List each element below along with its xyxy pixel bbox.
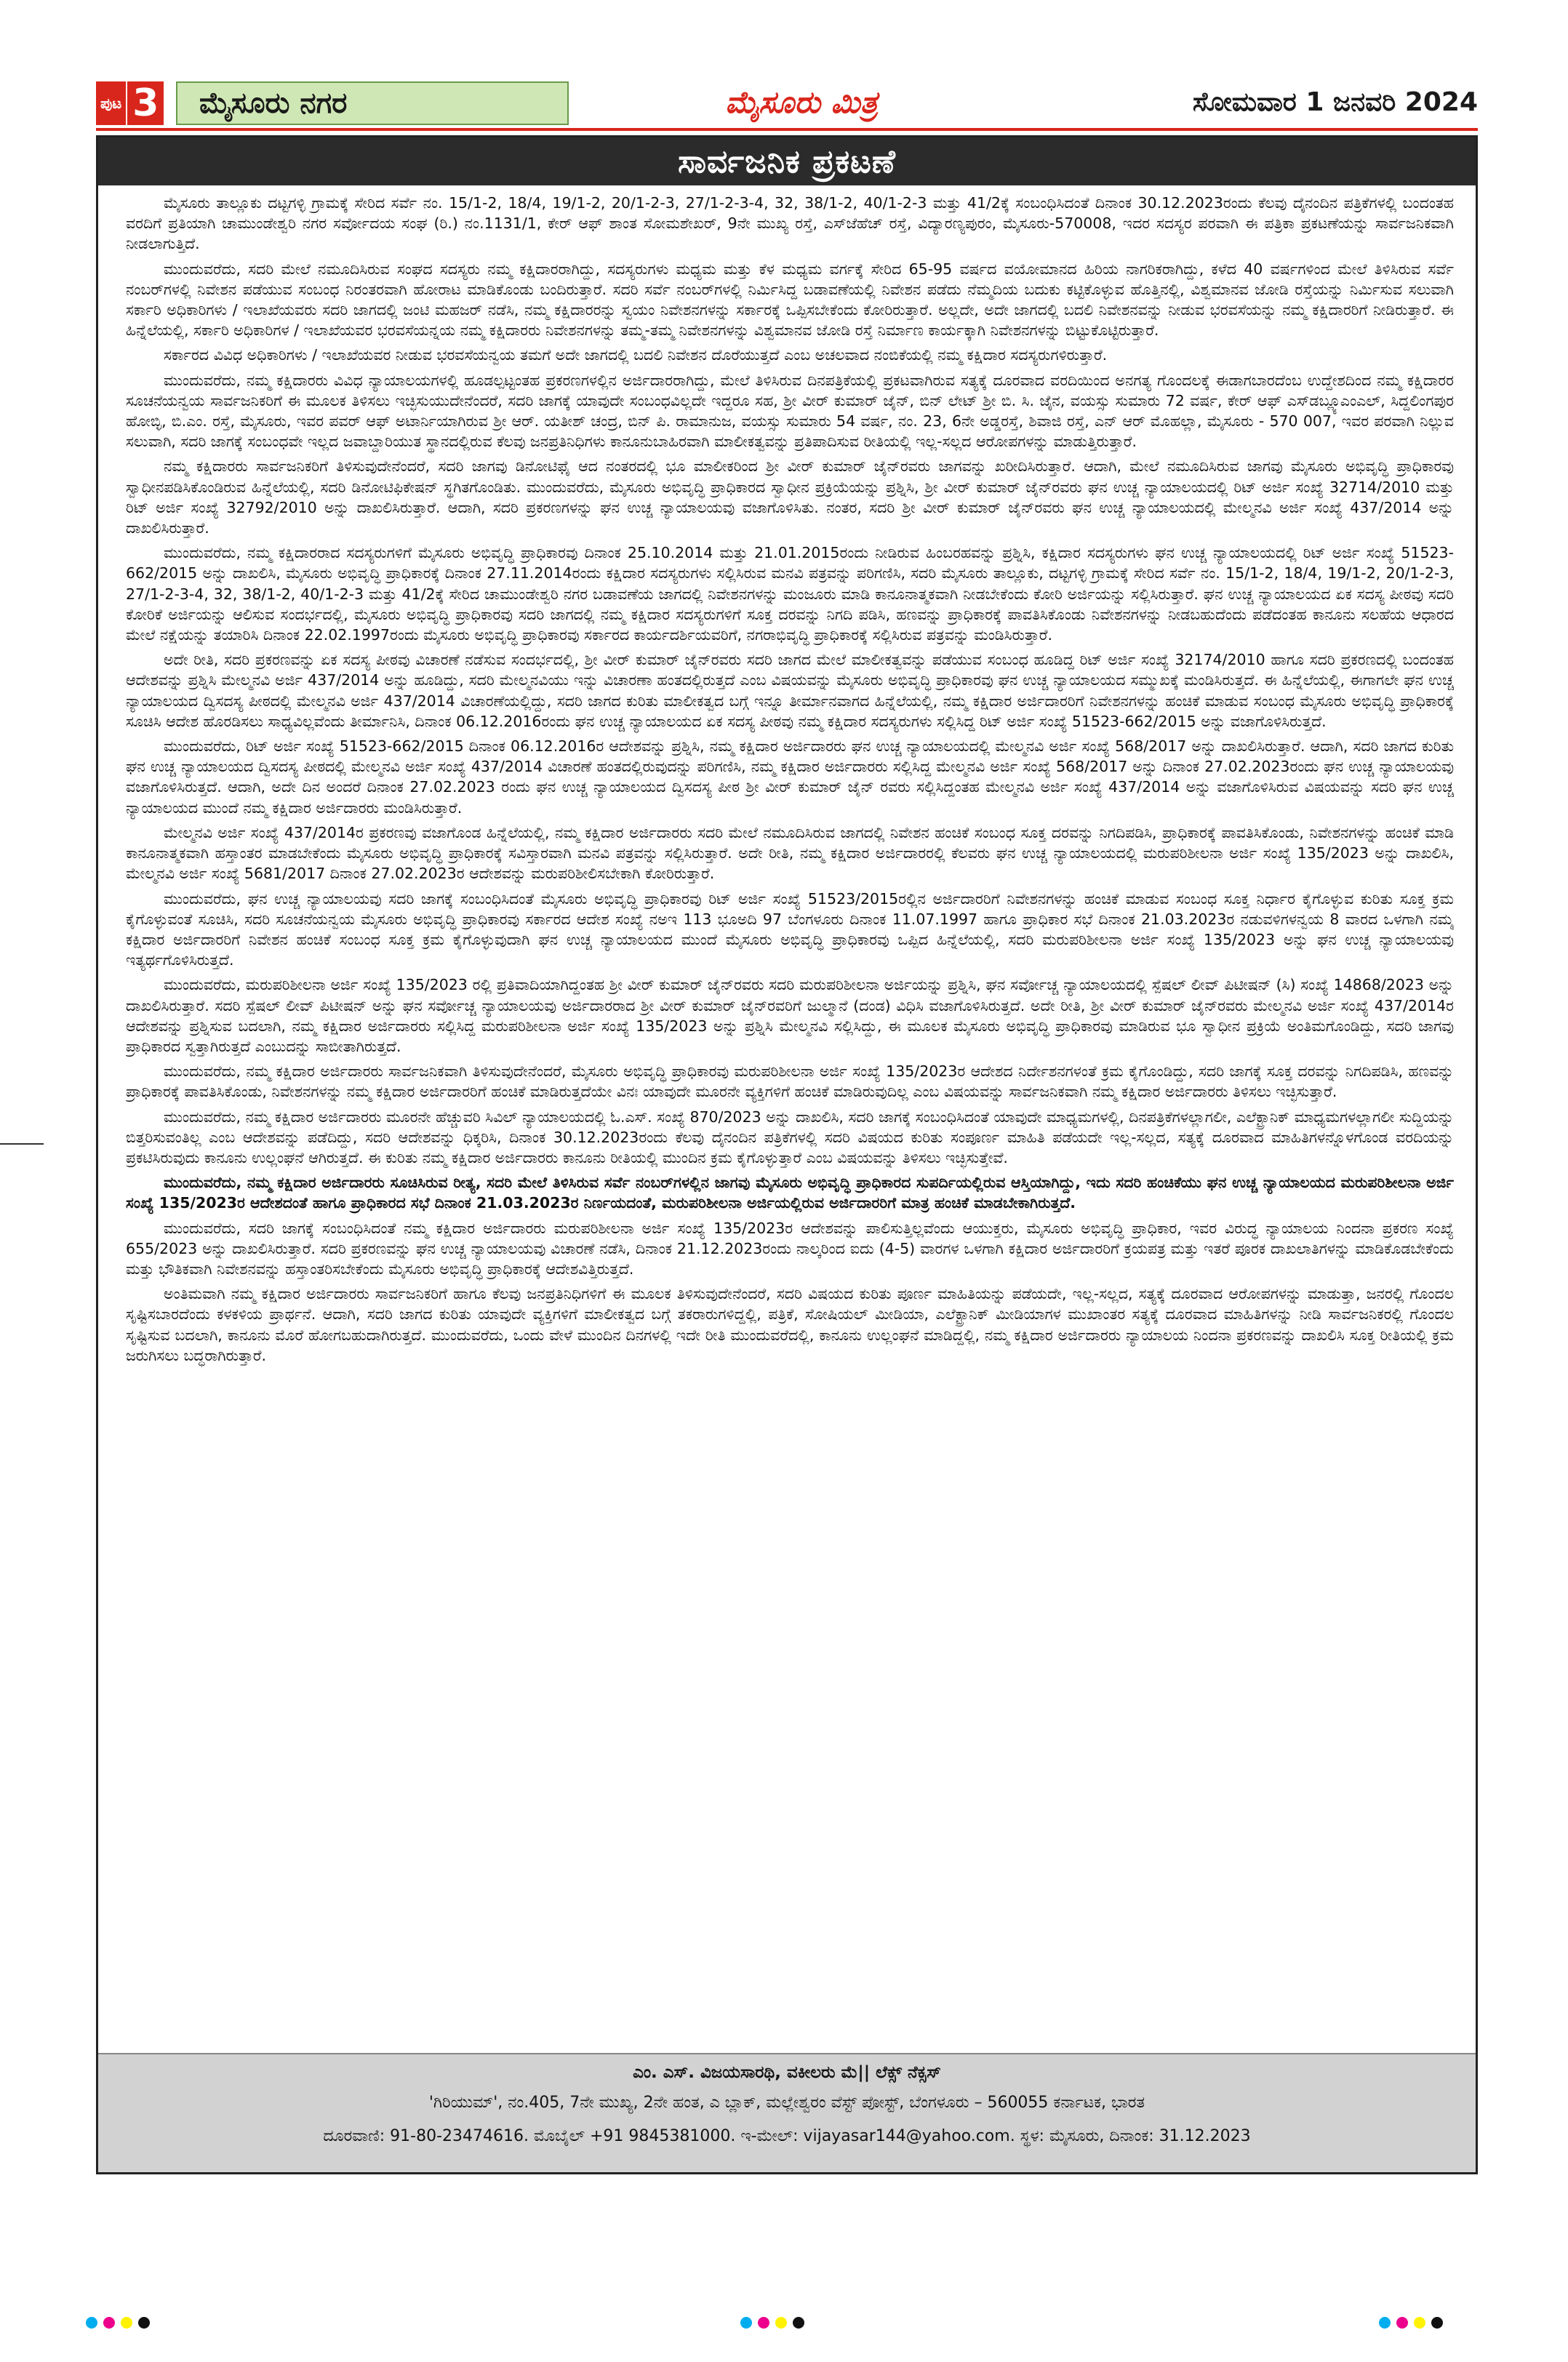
notice-bold-paragraph: ಮುಂದುವರೆದು, ನಮ್ಮ ಕಕ್ಷಿದಾರ ಅರ್ಜಿದಾರರು ಸೂಚಿಸಿರುವ ರೀತ್ಯ, ಸದರಿ ಮೇಲೆ ತಿಳಿಸಿರುವ ಸರ್ವೆ ನಂಬರ್‌ಗಳಲ್ಲಿನ ಜಾಗವು ಮೈಸೂರು ಅಭಿವೃದ್ಧಿ ಪ್ರಾಧಿಕಾರದ ಸುಪರ್ದಿಯಲ್ಲಿರುವ ಆಸ್ತಿಯಾಗಿದ್ದು, ಇದು ಸದರಿ ಹಂಚಿಕೆಯು ಘನ ಉಚ್ಚ ನ್ಯಾಯಾಲಯದ ಮರುಪರಿಶೀಲನಾ ಅರ್ಜಿ ಸಂಖ್ಯೆ 135/2023ರ ಆದೇಶದಂತೆ ಹಾಗೂ ಪ್ರಾಧಿಕಾರದ ಸಭೆ ದಿನಾಂಕ 21.03.2023ರ ನಿರ್ಣಯದಂತೆ, ಮರುಪರಿಶೀಲನಾ ಅರ್ಜಿಯಲ್ಲಿರುವ ಅರ್ಜಿದಾರರಿಗೆ ಮಾತ್ರ ಹಂಚಿಕೆ ಮಾಡಬೇಕಾಗಿರುತ್ತದೆ. [126, 1174, 1454, 1212]
notice-paragraph: ಮುಂದುವರೆದು, ಸದರಿ ಜಾಗಕ್ಕೆ ಸಂಬಂಧಿಸಿದಂತೆ ನಮ್ಮ ಕಕ್ಷಿದಾರ ಅರ್ಜಿದಾರರು ಮರುಪರಿಶೀಲನಾ ಅರ್ಜಿ ಸಂಖ್ಯೆ 135/2023ರ ಆದೇಶವನ್ನು ಪಾಲಿಸುತ್ತಿಲ್ಲವೆಂದು ಆಯುಕ್ತರು, ಮೈಸೂರು ಅಭಿವೃದ್ಧಿ ಪ್ರಾಧಿಕಾರ, ಇವರ ವಿರುದ್ಧ ನ್ಯಾಯಾಲಯ ನಿಂದನಾ ಪ್ರಕರಣ ಸಂಖ್ಯೆ 655/2023 ಅನ್ನು ದಾಖಲಿಸಿರುತ್ತಾರೆ. ಸದರಿ ಪ್ರಕರಣವನ್ನು ಘನ ಉಚ್ಚ ನ್ಯಾಯಾಲಯವು ವಿಚಾರಣೆ ನಡೆಸಿ, ದಿನಾಂಕ 21.12.2023ರಂದು ನಾಲ್ಕರಿಂದ ಐದು (4-5) ವಾರಗಳ ಒಳಗಾಗಿ ಕಕ್ಷಿದಾರ ಅರ್ಜಿದಾರರಿಗೆ ಕ್ರಯಪತ್ರ ಮತ್ತು ಇತರೆ ಪೂರಕ ದಾಖಲಾತಿಗಳನ್ನು ಮಾಡಿಕೊಡಬೇಕೆಂದು ಮತ್ತು ಭೌತಿಕವಾಗಿ ನಿವೇಶನವನ್ನು ಹಸ್ತಾಂತರಿಸಬೇಕೆಂದು ಮೈಸೂರು ಅಭಿವೃದ್ಧಿ ಪ್ರಾಧಿಕಾರಕ್ಕೆ ಆದೇಶವಿತ್ತಿರುತ್ತದೆ. [126, 1219, 1454, 1278]
notice-paragraph: ಮೇಲ್ಮನವಿ ಅರ್ಜಿ ಸಂಖ್ಯೆ 437/2014ರ ಪ್ರಕರಣವು ವಜಾಗೊಂಡ ಹಿನ್ನೆಲೆಯಲ್ಲಿ, ನಮ್ಮ ಕಕ್ಷಿದಾರ ಅರ್ಜಿದಾರರು ಸದರಿ ಮೇಲೆ ನಮೂದಿಸಿರುವ ಜಾಗದಲ್ಲಿ ನಿವೇಶನ ಹಂಚಿಕೆ ಸಂಬಂಧ ಸೂಕ್ತ ದರವನ್ನು ನಿಗದಿಪಡಿಸಿ, ಪ್ರಾಧಿಕಾರಕ್ಕೆ ಪಾವತಿಸಿಕೊಂಡು, ನಿವೇಶನಗಳನ್ನು ಹಂಚಿಕೆ ಮಾಡಿ ಕಾನೂನಾತ್ಮಕವಾಗಿ ಹಸ್ತಾಂತರ ಮಾಡಬೇಕೆಂದು ಮೈಸೂರು ಅಭಿವೃದ್ಧಿ ಪ್ರಾಧಿಕಾರಕ್ಕೆ ಸವಿಸ್ತಾರವಾಗಿ ಮನವಿ ಪತ್ರವನ್ನು ಸಲ್ಲಿಸಿರುತ್ತಾರೆ. ಅದೇ ರೀತಿ, ನಮ್ಮ ಕಕ್ಷಿದಾರ ಅರ್ಜಿದಾರರಲ್ಲಿ ಕೆಲವರು ಘನ ಉಚ್ಚ ನ್ಯಾಯಾಲಯದಲ್ಲಿ ಮರುಪರಿಶೀಲನಾ ಅರ್ಜಿ ಸಂಖ್ಯೆ 135/2023 ಅನ್ನು ದಾಖಲಿಸಿ, ಮೇಲ್ಮನವಿ ಅರ್ಜಿ ಸಂಖ್ಯೆ 5681/2017 ದಿನಾಂಕ 27.02.2023ರ ಆದೇಶವನ್ನು ಮರುಪರಿಶೀಲಿಸಬೇಕಾಗಿ ಕೋರಿರುತ್ತಾರೆ. [126, 823, 1454, 883]
notice-paragraph: ಮುಂದುವರೆದು, ರಿಟ್ ಅರ್ಜಿ ಸಂಖ್ಯೆ 51523-662/2015 ದಿನಾಂಕ 06.12.2016ರ ಆದೇಶವನ್ನು ಪ್ರಶ್ನಿಸಿ, ನಮ್ಮ ಕಕ್ಷಿದಾರ ಅರ್ಜಿದಾರರು ಘನ ಉಚ್ಚ ನ್ಯಾಯಾಲಯದಲ್ಲಿ ಮೇಲ್ಮನವಿ ಅರ್ಜಿ ಸಂಖ್ಯೆ 568/2017 ಅನ್ನು ದಾಖಲಿಸಿರುತ್ತಾರೆ. ಆದಾಗಿ, ಸದರಿ ಜಾಗದ ಕುರಿತು ಘನ ಉಚ್ಚ ನ್ಯಾಯಾಲಯದ ದ್ವಿಸದಸ್ಯ ಪೀಠದಲ್ಲಿ ಮೇಲ್ಮನವಿ ಅರ್ಜಿ ಸಂಖ್ಯೆ 437/2014 ವಿಚಾರಣೆ ಹಂತದಲ್ಲಿರುವುದನ್ನು ಪರಿಗಣಿಸಿ, ನಮ್ಮ ಕಕ್ಷಿದಾರ ಅರ್ಜಿದಾರರು ಸಲ್ಲಿಸಿದ್ದ ಮೇಲ್ಮನವಿ ಅರ್ಜಿ ಸಂಖ್ಯೆ 568/2017 ಅನ್ನು ದಿನಾಂಕ 27.02.2023ರಂದು ಘನ ಉಚ್ಚ ನ್ಯಾಯಾಲಯವು ವಜಾಗೊಳಿಸಿರುತ್ತದೆ. ಆದಾಗಿ, ಅದೇ ದಿನ ಅಂದರೆ ದಿನಾಂಕ 27.02.2023 ರಂದು ಘನ ಉಚ್ಚ ನ್ಯಾಯಾಲಯದ ದ್ವಿಸದಸ್ಯ ಪೀಠ ಶ್ರೀ ವೀರ್ ಕುಮಾರ್ ಜೈನ್ ರವರು ಸಲ್ಲಿಸಿದ್ದಂತಹ ಮೇಲ್ಮನವಿ ಅರ್ಜಿ ಸಂಖ್ಯೆ 437/2014 ಅನ್ನು ವಜಾಗೊಳಿಸಿರುವ ವಿಷಯವನ್ನು ಸದರಿ ಘನ ಉಚ್ಚ ನ್ಯಾಯಾಲಯದ ಮುಂದೆ ನಮ್ಮ ಕಕ್ಷಿದಾರ ಅರ್ಜಿದಾರರು ಮಂಡಿಸಿರುತ್ತಾರೆ. [126, 737, 1454, 817]
page-tag [96, 81, 164, 125]
notice-paragraph: ಮುಂದುವರೆದು, ನಮ್ಮ ಕಕ್ಷಿದಾರರಾದ ಸದಸ್ಯರುಗಳಿಗೆ ಮೈಸೂರು ಅಭಿವೃದ್ಧಿ ಪ್ರಾಧಿಕಾರವು ದಿನಾಂಕ 25.10.2014 ಮತ್ತು 21.01.2015ರಂದು ನೀಡಿರುವ ಹಿಂಬರಹವನ್ನು ಪ್ರಶ್ನಿಸಿ, ಕಕ್ಷಿದಾರ ಸದಸ್ಯರುಗಳು ಘನ ಉಚ್ಚ ನ್ಯಾಯಾಲಯದಲ್ಲಿ ರಿಟ್ ಅರ್ಜಿ ಸಂಖ್ಯೆ 51523-662/2015 ಅನ್ನು ದಾಖಲಿಸಿ, ಮೈಸೂರು ಅಭಿವೃದ್ಧಿ ಪ್ರಾಧಿಕಾರಕ್ಕೆ ದಿನಾಂಕ 27.11.2014ರಂದು ಕಕ್ಷಿದಾರ ಸದಸ್ಯರುಗಳು ಸಲ್ಲಿಸಿರುವ ಮನವಿ ಪತ್ರವನ್ನು ಪರಿಗಣಿಸಿ, ಸದರಿ ಮೈಸೂರು ತಾಲ್ಲೂಕು, ದಟ್ಟಗಳ್ಳಿ ಗ್ರಾಮಕ್ಕೆ ಸೇರಿದ ಸರ್ವೆ ನಂ. 15/1-2, 18/4, 19/1-2, 20/1-2-3, 27/1-2-3-4, 32, 38/1-2, 40/1-2-3 ಮತ್ತು 41/2ಕ್ಕೆ ಸೇರಿದ ಚಾಮುಂಡೇಶ್ವರಿ ನಗರ ಬಡಾವಣೆಯ ಜಾಗದಲ್ಲಿ ನಿವೇಶನಗಳನ್ನು ಮಂಜೂರು ಮಾಡಿ ಕಾನೂನಾತ್ಮಕವಾಗಿ ನೀಡಬೇಕೆಂದು ಕೋರಿ ಅರ್ಜಿಯನ್ನು ಸಲ್ಲಿಸಿರುತ್ತಾರೆ. ಘನ ಉಚ್ಚ ನ್ಯಾಯಾಲಯದ ಏಕ ಸದಸ್ಯ ಪೀಠವು ಸದರಿ ಕೋರಿಕೆ ಅರ್ಜಿಯನ್ನು ಆಲಿಸುವ ಸಂದರ್ಭದಲ್ಲಿ, ಮೈಸೂರು ಅಭಿವೃದ್ಧಿ ಪ್ರಾಧಿಕಾರವು ಸದರಿ ಜಾಗದಲ್ಲಿ ನಮ್ಮ ಕಕ್ಷಿದಾರ ಸದಸ್ಯರುಗಳಿಗೆ ಸೂಕ್ತ ದರವನ್ನು ನಿಗದಿ ಪಡಿಸಿ, ಹಣವನ್ನು ಪ್ರಾಧಿಕಾರಕ್ಕೆ ಪಾವತಿಸಿಕೊಂಡು ನಿವೇಶನಗಳನ್ನು ನೀಡಬಹುದೆಂದು ಪಡೆದಂತಹ ಕಾನೂನು ಸಲಹೆಯ ಆಧಾರದ ಮೇಲೆ ನಕ್ಷೆಯನ್ನು ತಯಾರಿಸಿ ದಿನಾಂಕ 22.02.1997ರಂದು ಮೈಸೂರು ಅಭಿವೃದ್ಧಿ ಪ್ರಾಧಿಕಾರವು ಸರ್ಕಾರದ ಕಾರ್ಯದರ್ಶಿಯವರಿಗೆ, ನಗರಾಭಿವೃದ್ಧಿ ಪ್ರಾಧಿಕಾರಕ್ಕೆ ಸಲ್ಲಿಸಿರುವ ಪತ್ರವನ್ನು ಮಂಡಿಸಿರುತ್ತಾರೆ. [126, 544, 1454, 644]
cyan-dot [1379, 2317, 1391, 2329]
notice-paragraph: ಮುಂದುವರೆದು, ಸದರಿ ಮೇಲೆ ನಮೂದಿಸಿರುವ ಸಂಘದ ಸದಸ್ಯರು ನಮ್ಮ ಕಕ್ಷಿದಾರರಾಗಿದ್ದು, ಸದಸ್ಯರುಗಳು ಮಧ್ಯಮ ಮತ್ತು ಕೆಳ ಮಧ್ಯಮ ವರ್ಗಕ್ಕೆ ಸೇರಿದ 65-95 ವರ್ಷದ ವಯೋಮಾನದ ಹಿರಿಯ ನಾಗರಿಕರಾಗಿದ್ದು, ಕಳೆದ 40 ವರ್ಷಗಳಿಂದ ಮೇಲೆ ತಿಳಿಸಿರುವ ಸರ್ವೆ ನಂಬರ್‌ಗಳಲ್ಲಿ ನಿವೇಶನ ಪಡೆಯುವ ಸಂಬಂಧ ನಿರಂತರವಾಗಿ ಹೋರಾಟ ಮಾಡಿಕೊಂಡು ಬಂದಿರುತ್ತಾರೆ. ಸದರಿ ಸರ್ವೆ ನಂಬರ್‌ಗಳಲ್ಲಿ ನಿರ್ಮಿಸಿದ್ದ ಬಡಾವಣೆಯಲ್ಲಿ ನಿವೇಶನ ಪಡೆದು ನೆಮ್ಮದಿಯ ಬದುಕು ಕಟ್ಟಿಕೊಳ್ಳುವ ಹೊತ್ತಿನಲ್ಲಿ, ವಿಶ್ವಮಾನವ ಜೋಡಿ ರಸ್ತೆಯನ್ನು ನಿರ್ಮಿಸುವ ಸಲುವಾಗಿ ಸರ್ಕಾರಿ ಅಧಿಕಾರಿಗಳು / ಇಲಾಖೆಯವರು ಸದರಿ ಜಾಗದಲ್ಲಿ ಜಂಟಿ ಮಹಜರ್ ನಡೆಸಿ, ನಮ್ಮ ಕಕ್ಷಿದಾರರನ್ನು ಸ್ವಯಂ ನಿವೇಶನಗಳನ್ನು ಸರ್ಕಾರಕ್ಕೆ ಒಪ್ಪಿಸಬೇಕೆಂದು ಕೋರಿರುತ್ತಾರೆ. ಅಲ್ಲದೇ, ಅದೇ ಜಾಗದಲ್ಲಿ ಬದಲಿ ನಿವೇಶನವನ್ನು ನೀಡುವ ಭರವಸೆಯನ್ನು ನಮ್ಮ ಕಕ್ಷಿದಾರರಿಗೆ ನೀಡಿರುತ್ತಾರೆ. ಈ ಹಿನ್ನೆಲೆಯಲ್ಲಿ, ಸರ್ಕಾರಿ ಅಧಿಕಾರಿಗಳ / ಇಲಾಖೆಯವರ ಭರವಸೆಯನ್ನಯ ನಮ್ಮ ಕಕ್ಷಿದಾರರು ನಿವೇಶನಗಳನ್ನು ತಮ್ಮ-ತಮ್ಮ ನಿವೇಶನಗಳನ್ನು ವಿಶ್ವಮಾನವ ಜೋಡಿ ರಸ್ತೆ ನಿರ್ಮಾಣ ಕಾರ್ಯಕ್ಕಾಗಿ ನಿವೇಶನಗಳನ್ನು ಬಿಟ್ಟುಕೊಟ್ಟಿರುತ್ತಾರೆ. [126, 260, 1454, 340]
notice-paragraph: ಸರ್ಕಾರದ ವಿವಿಧ ಅಧಿಕಾರಿಗಳು / ಇಲಾಖೆಯವರ ನೀಡುವ ಭರವಸೆಯನ್ವಯ ತಮಗೆ ಅದೇ ಜಾಗದಲ್ಲಿ ಬದಲಿ ನಿವೇಶನ ದೊರೆಯುತ್ತದೆ ಎಂಬ ಅಚಲವಾದ ನಂಬಿಕೆಯಲ್ಲಿ ನಮ್ಮ ಕಕ್ಷಿದಾರ ಸದಸ್ಯರುಗಳಿರುತ್ತಾರೆ. [164, 346, 1108, 364]
notice-title-bar [98, 137, 1476, 185]
color-registration-left [86, 2317, 150, 2329]
issue-date: ಸೋಮವಾರ 1 ಜನವರಿ 2024 [1192, 87, 1478, 117]
notice-body [126, 193, 1454, 2025]
notice-paragraph: ನಮ್ಮ ಕಕ್ಷಿದಾರರು ಸಾರ್ವಜನಿಕರಿಗೆ ತಿಳಿಸುವುದೇನೆಂದರೆ, ಸದರಿ ಜಾಗವು ಡಿನೋಟಿಫೈ ಆದ ನಂತರದಲ್ಲಿ ಭೂ ಮಾಲೀಕರಿಂದ ಶ್ರೀ ವೀರ್ ಕುಮಾರ್ ಜೈನ್‌ರವರು ಜಾಗವನ್ನು ಖರೀದಿಸಿರುತ್ತಾರೆ. ಆದಾಗಿ, ಮೇಲೆ ನಮೂದಿಸಿರುವ ಜಾಗವು ಮೈಸೂರು ಅಭಿವೃದ್ಧಿ ಪ್ರಾಧಿಕಾರವು ಸ್ವಾಧೀನಪಡಿಸಿಕೊಂಡಿರುವ ಹಿನ್ನೆಲೆಯಲ್ಲಿ, ಸದರಿ ಡಿನೋಟಿಫಿಕೇಷನ್ ಸ್ಥಗಿತಗೊಂಡಿತು. ಮುಂದುವರೆದು, ಮೈಸೂರು ಅಭಿವೃದ್ಧಿ ಪ್ರಾಧಿಕಾರದ ಸ್ವಾಧೀನ ಪ್ರಕ್ರಿಯೆಯನ್ನು ಪ್ರಶ್ನಿಸಿ, ಶ್ರೀ ವೀರ್ ಕುಮಾರ್ ಜೈನ್‌ರವರು ಘನ ಉಚ್ಚ ನ್ಯಾಯಾಲಯದಲ್ಲಿ ರಿಟ್ ಅರ್ಜಿ ಸಂಖ್ಯೆ 32714/2010 ಮತ್ತು ರಿಟ್ ಅರ್ಜಿ ಸಂಖ್ಯೆ 32792/2010 ಅನ್ನು ದಾಖಲಿಸಿರುತ್ತಾರೆ. ಆದಾಗಿ, ಸದರಿ ಪ್ರಕರಣಗಳನ್ನು ಘನ ಉಚ್ಚ ನ್ಯಾಯಾಲಯವು ವಜಾಗೊಳಿಸಿತು. ನಂತರ, ಸದರಿ ಶ್ರೀ ವೀರ್ ಕುಮಾರ್ ಜೈನ್‌ರವರು ಘನ ಉಚ್ಚ ನ್ಯಾಯಾಲಯದಲ್ಲಿ ಮೇಲ್ಮನವಿ ಅರ್ಜಿ ಸಂಖ್ಯೆ 437/2014 ಅನ್ನು ದಾಖಲಿಸಿರುತ್ತಾರೆ. [126, 457, 1454, 537]
notice-paragraph: ಮುಂದುವರೆದು, ನಮ್ಮ ಕಕ್ಷಿದಾರರು ವಿವಿಧ ನ್ಯಾಯಾಲಯಗಳಲ್ಲಿ ಹೂಡಲ್ಪಟ್ಟಂತಹ ಪ್ರಕರಣಗಳಲ್ಲಿನ ಅರ್ಜಿದಾರರಾಗಿದ್ದು, ಮೇಲೆ ತಿಳಿಸಿರುವ ದಿನಪತ್ರಿಕೆಯಲ್ಲಿ ಪ್ರಕಟವಾಗಿರುವ ಸತ್ಯಕ್ಕೆ ದೂರವಾದ ವರದಿಯಿಂದ ಅನಗತ್ಯ ಗೊಂದಲಕ್ಕೆ ಈಡಾಗಬಾರದೆಂಬ ಉದ್ದೇಶದಿಂದ ನಮ್ಮ ಕಕ್ಷಿದಾರರ ಸೂಚನೆಯನ್ವಯ ಸಾರ್ವಜನಿಕರಿಗೆ ಈ ಮೂಲಕ ತಿಳಿಸಲು ಇಚ್ಛಿಸುಯುದೇನೆಂದರೆ, ಸದರಿ ಜಾಗಕ್ಕೆ ಯಾವುದೇ ಸಂಬಂಧವಿಲ್ಲದೇ ಇದ್ದರೂ ಸಹ, ಶ್ರೀ ವೀರ್ ಕುಮಾರ್ ಜೈನ್, ಬಿನ್ ಲೇಟ್ ಶ್ರೀ ಬಿ. ಸಿ. ಜೈನ, ವಯಸ್ಸು ಸುಮಾರು 72 ವರ್ಷ, ಕೇರ್ ಆಫ್ ಎಸ್‌ಡಬ್ಲ್ಯೂಎಂಎಲ್, ಸಿದ್ದಲಿಂಗಪುರ ಹೋಬ್ಳಿ, ಬಿ.ಎಂ. ರಸ್ತೆ, ಮೈಸೂರು, ಇವರ ಪವರ್ ಆಫ್ ಅಟಾರ್ನಿಯಾಗಿರುವ ಶ್ರೀ ಆರ್. ಯತೀಶ್ ಚಂದ್ರ, ಬಿನ್ ಪಿ. ರಾಮಾನುಜ, ವಯಸ್ಸು ಸುಮಾರು 54 ವರ್ಷ, ನಂ. 23, 6ನೇ ಅಡ್ಡರಸ್ತೆ, ಶಿವಾಜಿ ರಸ್ತೆ, ಎನ್ ಆರ್ ಮೊಹಲ್ಲಾ, ಮೈಸೂರು - 570 007, ಇವರ ಪರವಾಗಿ ನಿಲ್ಲುವ ಸಲುವಾಗಿ, ಸದರಿ ಜಾಗಕ್ಕೆ ಸಂಬಂಧವೇ ಇಲ್ಲದ ಜವಾಬ್ದಾರಿಯುತ ಸ್ಥಾನದಲ್ಲಿರುವ ಕೆಲವು ಜನಪ್ರತಿನಿಧಿಗಳು ಕಾನೂನುಬಾಹಿರವಾಗಿ ಮಾಲೀಕತ್ವವನ್ನು ಪ್ರತಿಪಾದಿಸುವ ರೀತಿಯಲ್ಲಿ ಇಲ್ಲ-ಸಲ್ಲದ ಆರೋಪಗಳನ್ನು ಮಾಡುತ್ತಿರುತ್ತಾರೆ. [126, 371, 1454, 451]
color-registration-center [740, 2317, 804, 2329]
advocate-contact: ದೂರವಾಣಿ: 91-80-23474616. ಮೊಬೈಲ್ +91 9845381000. ಇ-ಮೇಲ್: vijayasar144@yahoo.com. ಸ್ಥಳ: ಮೈಸೂರು, ದಿನಾಂಕ: 31.12.2023 [323, 2127, 1251, 2145]
yellow-dot [121, 2317, 132, 2329]
notice-paragraph: ಅದೇ ರೀತಿ, ಸದರಿ ಪ್ರಕರಣವನ್ನು ಏಕ ಸದಸ್ಯ ಪೀಠವು ವಿಚಾರಣೆ ನಡೆಸುವ ಸಂದರ್ಭದಲ್ಲಿ, ಶ್ರೀ ವೀರ್ ಕುಮಾರ್ ಜೈನ್‌ರವರು ಸದರಿ ಜಾಗದ ಮೇಲೆ ಮಾಲೀಕತ್ವವನ್ನು ಪಡೆಯುವ ಸಂಬಂಧ ಹೂಡಿದ್ದ ರಿಟ್ ಅರ್ಜಿ ಸಂಖ್ಯೆ 32174/2010 ಹಾಗೂ ಸದರಿ ಪ್ರಕರಣದಲ್ಲಿ ಬಂದಂತಹ ಆದೇಶವನ್ನು ಪ್ರಶ್ನಿಸಿ ಮೇಲ್ಮನವಿ ಅರ್ಜಿ 437/2014 ಅನ್ನು ಹೂಡಿದ್ದು, ಸದರಿ ಮೇಲ್ಮನವಿಯು ಇನ್ನು ವಿಚಾರಣಾ ಹಂತದಲ್ಲಿರುತ್ತದೆ ಎಂಬ ವಿಷಯವನ್ನು ಮೈಸೂರು ಅಭಿವೃದ್ಧಿ ಪ್ರಾಧಿಕಾರವು ಘನ ಉಚ್ಚ ನ್ಯಾಯಾಲಯದ ಸಮ್ಮುಖಕ್ಕೆ ಮಂಡಿಸಿರುತ್ತದೆ. ಈ ಹಿನ್ನೆಲೆಯಲ್ಲಿ, ಈಗಾಗಲೇ ಘನ ಉಚ್ಚ ನ್ಯಾಯಾಲಯದ ದ್ವಿಸದಸ್ಯ ಪೀಠದಲ್ಲಿ ಮೇಲ್ಮನವಿ ಅರ್ಜಿ 437/2014 ವಿಚಾರಣೆಯಲ್ಲಿದ್ದು, ಸದರಿ ಜಾಗದ ಕುರಿತು ಮಾಲೀಕತ್ವದ ಬಗ್ಗೆ ಇನ್ನೂ ತೀರ್ಮಾನವಾಗದ ಹಿನ್ನೆಲೆಯಲ್ಲಿ, ನಮ್ಮ ಕಕ್ಷಿದಾರ ಅರ್ಜಿದಾರರಿಗೆ ನಿವೇಶನಗಳನ್ನು ಹಂಚಿಕೆ ಮಾಡುವ ಸಂಬಂಧ ಮೈಸೂರು ಅಭಿವೃದ್ಧಿ ಪ್ರಾಧಿಕಾರಕ್ಕೆ ಸೂಚಿಸಿ ಆದೇಶ ಹೊರಡಿಸಲು ಸಾಧ್ಯವಿಲ್ಲವೆಂದು ತೀರ್ಮಾನಿಸಿ, ದಿನಾಂಕ 06.12.2016ರಂದು ಘನ ಉಚ್ಚ ನ್ಯಾಯಾಲಯದ ಏಕ ಸದಸ್ಯ ಪೀಠವು ನಮ್ಮ ಕಕ್ಷಿದಾರ ಸದಸ್ಯರುಗಳು ಸಲ್ಲಿಸಿದ್ದ ರಿಟ್ ಅರ್ಜಿ ಸಂಖ್ಯೆ 51523-662/2015 ಅನ್ನು ವಜಾಗೊಳಿಸಿರುತ್ತದೆ. [126, 651, 1454, 730]
cyan-dot [86, 2317, 97, 2329]
section-name: ಮೈಸೂರು ನಗರ [176, 81, 569, 125]
signature-block [98, 2053, 1476, 2172]
magenta-dot [1396, 2317, 1408, 2329]
masthead-rule [96, 128, 1478, 131]
magenta-dot [758, 2317, 769, 2329]
notice-title: ಸಾರ್ವಜನಿಕ ಪ್ರಕಟಣೆ [678, 143, 896, 180]
crop-mark [0, 1143, 44, 1145]
newspaper-logo: ಮೈಸೂರು ಮಿತ್ರ [725, 84, 878, 120]
black-dot [138, 2317, 150, 2329]
masthead [96, 81, 1478, 127]
yellow-dot [775, 2317, 787, 2329]
page-number: 3 [126, 81, 164, 125]
notice-paragraph: ಮುಂದುವರೆದು, ನಮ್ಮ ಕಕ್ಷಿದಾರ ಅರ್ಜಿದಾರರು ಮೂರನೇ ಹೆಚ್ಚುವರಿ ಸಿವಿಲ್ ನ್ಯಾಯಾಲಯದಲ್ಲಿ ಓ.ಎಸ್. ಸಂಖ್ಯೆ 870/2023 ಅನ್ನು ದಾಖಲಿಸಿ, ಸದರಿ ಜಾಗಕ್ಕೆ ಸಂಬಂಧಿಸಿದಂತೆ ಯಾವುದೇ ಮಾಧ್ಯಮಗಳಲ್ಲಿ, ದಿನಪತ್ರಿಕೆಗಳಲ್ಲಾಗಲೀ, ಎಲೆಕ್ಟ್ರಾನಿಕ್ ಮಾಧ್ಯಮಗಳಲ್ಲಾಗಲೀ ಸುದ್ದಿಯನ್ನು ಬಿತ್ತರಿಸುವಂತಿಲ್ಲ ಎಂಬ ಆದೇಶವನ್ನು ಪಡೆದಿದ್ದು, ಸದರಿ ಆದೇಶವನ್ನು ಧಿಕ್ಕರಿಸಿ, ದಿನಾಂಕ 30.12.2023ರಂದು ಕೆಲವು ದೈನಂದಿನ ಪತ್ರಿಕೆಗಳಲ್ಲಿ ಸದರಿ ವಿಷಯದ ಕುರಿತು ಸಂಪೂರ್ಣ ಮಾಹಿತಿ ಪಡೆಯದೇ ಇಲ್ಲ-ಸಲ್ಲದ, ಸತ್ಯಕ್ಕೆ ದೂರವಾದ ಮಾಹಿತಿಗಳನ್ನೊಳಗೊಂಡ ವರದಿಯನ್ನು ಪ್ರಕಟಿಸಿರುವುದು ಕಾನೂನು ಉಲ್ಲಂಘನೆ ಆಗಿರುತ್ತದೆ. ಈ ಕುರಿತು ನಮ್ಮ ಕಕ್ಷಿದಾರ ಅರ್ಜಿದಾರರು ಕಾನೂನು ರೀತಿಯಲ್ಲಿ ಮುಂದಿನ ಕ್ರಮ ಕೈಗೊಳ್ಳುತ್ತಾರೆ ಎಂಬ ವಿಷಯವನ್ನು ತಿಳಿಸಲು ಇಚ್ಛಿಸುತ್ತೇವೆ. [126, 1108, 1454, 1166]
notice-paragraph: ಮುಂದುವರೆದು, ಮರುಪರಿಶೀಲನಾ ಅರ್ಜಿ ಸಂಖ್ಯೆ 135/2023 ರಲ್ಲಿ ಪ್ರತಿವಾದಿಯಾಗಿದ್ದಂತಹ ಶ್ರೀ ವೀರ್ ಕುಮಾರ್ ಜೈನ್‌ರವರು ಸದರಿ ಮರುಪರಿಶೀಲನಾ ಅರ್ಜಿಯನ್ನು ಪ್ರಶ್ನಿಸಿ, ಘನ ಸರ್ವೋಚ್ಚ ನ್ಯಾಯಾಲಯದಲ್ಲಿ ಸ್ಪೆಷಲ್ ಲೀವ್ ಪಿಟೀಷನ್ (ಸಿ) ಸಂಖ್ಯೆ 14868/2023 ಅನ್ನು ದಾಖಲಿಸಿರುತ್ತಾರೆ. ಸದರಿ ಸ್ಪೆಷಲ್ ಲೀವ್ ಪಿಟೀಷನ್ ಅನ್ನು ಘನ ಸರ್ವೋಚ್ಚ ನ್ಯಾಯಾಲಯವು ಅರ್ಜಿದಾರರಾದ ಶ್ರೀ ವೀರ್ ಕುಮಾರ್ ಜೈನ್‌ರವರಿಗೆ ಜುಲ್ಮಾನೆ (ದಂಡ) ವಿಧಿಸಿ ವಜಾಗೊಳಿಸಿರುತ್ತದೆ. ಅದೇ ರೀತಿ, ಶ್ರೀ ವೀರ್ ಕುಮಾರ್ ಜೈನ್‌ರವರು ಮೇಲ್ಮನವಿ ಅರ್ಜಿ ಸಂಖ್ಯೆ 437/2014ರ ಆದೇಶವನ್ನು ಪ್ರಶ್ನಿಸುವ ಬದಲಾಗಿ, ನಮ್ಮ ಕಕ್ಷಿದಾರ ಅರ್ಜಿದಾರರು ಸಲ್ಲಿಸಿದ್ದ ಮರುಪರಿಶೀಲನಾ ಅರ್ಜಿ ಸಂಖ್ಯೆ 135/2023 ಅನ್ನು ಪ್ರಶ್ನಿಸಿ ಮೇಲ್ಮನವಿ ಸಲ್ಲಿಸಿದ್ದು, ಈ ಮೂಲಕ ಮೈಸೂರು ಅಭಿವೃದ್ಧಿ ಪ್ರಾಧಿಕಾರವು ಮಾಡಿರುವ ಭೂ ಸ್ವಾಧೀನ ಪ್ರಕ್ರಿಯೆ ಅಂತಿಮಗೊಂಡಿದ್ದು, ಸದರಿ ಜಾಗವು ಪ್ರಾಧಿಕಾರದ ಸ್ವತ್ತಾಗಿರುತ್ತದೆ ಎಂಬುದನ್ನು ಸಾಬೀತಾಗಿರುತ್ತದೆ. [126, 976, 1454, 1055]
notice-paragraph: ಅಂತಿಮವಾಗಿ ನಮ್ಮ ಕಕ್ಷಿದಾರ ಅರ್ಜಿದಾರರು ಸಾರ್ವಜನಿಕರಿಗೆ ಹಾಗೂ ಕೆಲವು ಜನಪ್ರತಿನಿಧಿಗಳಿಗೆ ಈ ಮೂಲಕ ತಿಳಿಸುವುದೇನೆಂದರೆ, ಸದರಿ ವಿಷಯದ ಕುರಿತು ಪೂರ್ಣ ಮಾಹಿತಿಯನ್ನು ಪಡೆಯದೇ, ಇಲ್ಲ-ಸಲ್ಲದ, ಸತ್ಯಕ್ಕೆ ದೂರವಾದ ಆರೋಪಗಳನ್ನು ಮಾಡುತ್ತಾ, ಜನರಲ್ಲಿ ಗೊಂದಲ ಸೃಷ್ಟಿಸಬಾರದೆಂದು ಕಳಕಳಿಯ ಪ್ರಾರ್ಥನೆ. ಆದಾಗಿ, ಸದರಿ ಜಾಗದ ಕುರಿತು ಯಾವುದೇ ವ್ಯಕ್ತಿಗಳಿಗೆ ಮಾಲೀಕತ್ವದ ಬಗ್ಗೆ ತಕರಾರುಗಳಿದ್ದಲ್ಲಿ, ಪತ್ರಿಕೆ, ಸೋಷಿಯಲ್ ಮೀಡಿಯಾ, ಎಲೆಕ್ಟ್ರಾನಿಕ್ ಮೀಡಿಯಾಗಳ ಮುಖಾಂತರ ಸತ್ಯಕ್ಕೆ ದೂರವಾದ ಮಾಹಿತಿಗಳನ್ನು ನೀಡಿ ಸಾರ್ವಜನಿಕರಲ್ಲಿ ಗೊಂದಲ ಸೃಷ್ಟಿಸುವ ಬದಲಾಗಿ, ಕಾನೂನು ಮೊರೆ ಹೋಗಬಹುದಾಗಿರುತ್ತದೆ. ಮುಂದುವರೆದು, ಒಂದು ವೇಳೆ ಮುಂದಿನ ದಿನಗಳಲ್ಲಿ ಇದೇ ರೀತಿ ಮುಂದುವರೆದಲ್ಲಿ, ಕಾನೂನು ಉಲ್ಲಂಘನೆ ಮಾಡಿದ್ದಲ್ಲಿ, ನಮ್ಮ ಕಕ್ಷಿದಾರ ಅರ್ಜಿದಾರರು ನ್ಯಾಯಾಲಯ ನಿಂದನಾ ಪ್ರಕರಣವನ್ನು ದಾಖಲಿಸಿ ಸೂಕ್ತ ರೀತಿಯಲ್ಲಿ ಕ್ರಮ ಜರುಗಿಸಲು ಬದ್ಧರಾಗಿರುತ್ತಾರೆ. [126, 1285, 1454, 1364]
color-registration-right [1379, 2317, 1443, 2329]
magenta-dot [103, 2317, 115, 2329]
advocate-address: 'ಗಿರಿಯುಮ್', ನಂ.405, 7ನೇ ಮುಖ್ಯ, 2ನೇ ಹಂತ, ಎ ಬ್ಲಾಕ್, ಮಲ್ಲೇಶ್ವರಂ ವೆಸ್ಟ್ ಪೋಸ್ಟ್, ಬೆಂಗಳೂರು – 560055 ಕರ್ನಾಟಕ, ಭಾರತ [428, 2094, 1145, 2112]
notice-paragraph: ಮೈಸೂರು ತಾಲ್ಲೂಕು ದಟ್ಟಗಳ್ಳಿ ಗ್ರಾಮಕ್ಕೆ ಸೇರಿದ ಸರ್ವೆ ನಂ. 15/1-2, 18/4, 19/1-2, 20/1-2-3, 27/1-2-3-4, 32, 38/1-2, 40/1-2-3 ಮತ್ತು 41/2ಕ್ಕೆ ಸಂಬಂಧಿಸಿದಂತೆ ದಿನಾಂಕ 30.12.2023ರಂದು ಕೆಲವು ದೈನಂದಿನ ಪತ್ರಿಕೆಗಳಲ್ಲಿ ಬಂದಂತಹ ವರದಿಗೆ ಪ್ರತಿಯಾಗಿ ಚಾಮುಂಡೇಶ್ವರಿ ನಗರ ಸರ್ವೋದಯ ಸಂಘ (ರಿ.) ನಂ.1131/1, ಕೇರ್ ಆಫ್ ಶಾಂತ ಸೋಮಶೇಖರ್, 9ನೇ ಮುಖ್ಯ ರಸ್ತೆ, ಎಸ್‌ಜೆಹೆಚ್ ರಸ್ತೆ, ವಿದ್ಯಾರಣ್ಯಪುರಂ, ಮೈಸೂರು-570008, ಇದರ ಸದಸ್ಯರ ಪರವಾಗಿ ಈ ಪತ್ರಿಕಾ ಪ್ರಕಟಣೆಯನ್ನು ಸಾರ್ವಜನಿಕವಾಗಿ ನೀಡಲಾಗುತ್ತಿದೆ. [126, 194, 1454, 253]
black-dot [793, 2317, 804, 2329]
public-notice [96, 135, 1478, 2174]
black-dot [1431, 2317, 1443, 2329]
cyan-dot [740, 2317, 752, 2329]
advocate-name: ಎಂ. ಎಸ್. ವಿಜಯಸಾರಥಿ, ವಕೀಲರು ಮೆ|| ಲೆಕ್ಸ್ ನೆಕ್ಸಸ್ [633, 2063, 941, 2082]
yellow-dot [1414, 2317, 1425, 2329]
notice-paragraph: ಮುಂದುವರೆದು, ನಮ್ಮ ಕಕ್ಷಿದಾರ ಅರ್ಜಿದಾರರು ಸಾರ್ವಜನಿಕವಾಗಿ ತಿಳಿಸುವುದೇನೆಂದರೆ, ಮೈಸೂರು ಅಭಿವೃದ್ಧಿ ಪ್ರಾಧಿಕಾರವು ಮರುಪರಿಶೀಲನಾ ಅರ್ಜಿ ಸಂಖ್ಯೆ 135/2023ರ ಆದೇಶದ ನಿರ್ದೇಶನಗಳಂತೆ ಕ್ರಮ ಕೈಗೊಂಡಿದ್ದು, ಸದರಿ ಜಾಗಕ್ಕೆ ಸೂಕ್ತ ದರವನ್ನು ನಿಗದಿಪಡಿಸಿ, ಹಣವನ್ನು ಪ್ರಾಧಿಕಾರಕ್ಕೆ ಪಾವತಿಸಿಕೊಂಡು, ನಿವೇಶನಗಳನ್ನು ನಮ್ಮ ಕಕ್ಷಿದಾರ ಅರ್ಜಿದಾರರಿಗೆ ಹಂಚಿಕೆ ಮಾಡಿರುತ್ತದೆಯೇ ವಿನಃ ಯಾವುದೇ ಮೂರನೇ ವ್ಯಕ್ತಿಗಳಿಗೆ ಹಂಚಿಕೆ ಮಾಡಿರುವುದಿಲ್ಲ ಎಂಬ ವಿಷಯವನ್ನು ಸಾರ್ವಜನಿಕವಾಗಿ ನಮ್ಮ ಕಕ್ಷಿದಾರ ಅರ್ಜಿದಾರರು ತಿಳಿಸಲು ಇಚ್ಛಿಸುತ್ತಾರೆ. [126, 1062, 1454, 1101]
notice-paragraph: ಮುಂದುವರೆದು, ಘನ ಉಚ್ಚ ನ್ಯಾಯಾಲಯವು ಸದರಿ ಜಾಗಕ್ಕೆ ಸಂಬಂಧಿಸಿದಂತೆ ಮೈಸೂರು ಅಭಿವೃದ್ಧಿ ಪ್ರಾಧಿಕಾರವು ರಿಟ್ ಅರ್ಜಿ ಸಂಖ್ಯೆ 51523/2015ರಲ್ಲಿನ ಅರ್ಜಿದಾರರಿಗೆ ನಿವೇಶನಗಳನ್ನು ಹಂಚಿಕೆ ಮಾಡುವ ಸಂಬಂಧ ಸೂಕ್ತ ನಿರ್ಧಾರ ಕೈಗೊಳ್ಳುವ ಕುರಿತು ಸೂಕ್ತ ಕ್ರಮ ಕೈಗೊಳ್ಳುವಂತೆ ಸೂಚಿಸಿ, ಸದರಿ ಸೂಚನೆಯನ್ವಯ ಮೈಸೂರು ಅಭಿವೃದ್ಧಿ ಪ್ರಾಧಿಕಾರವು ಸರ್ಕಾರದ ಆದೇಶ ಸಂಖ್ಯೆ ನಅಇ 113 ಭೂಅದಿ 97 ಬೆಂಗಳೂರು ದಿನಾಂಕ 11.07.1997 ಹಾಗೂ ಪ್ರಾಧಿಕಾರ ಸಭೆ ದಿನಾಂಕ 21.03.2023ರ ನಡುವಳಿಗಳನ್ವಯ 8 ವಾರದ ಒಳಗಾಗಿ ನಮ್ಮ ಕಕ್ಷಿದಾರ ಅರ್ಜಿದಾರರಿಗೆ ನಿವೇಶನ ಹಂಚಿಕೆ ಸಂಬಂಧ ಸೂಕ್ತ ಕ್ರಮ ಕೈಗೊಳ್ಳುವುದಾಗಿ ಘನ ಉಚ್ಚ ನ್ಯಾಯಾಲಯದ ಮುಂದೆ ಮೈಸೂರು ಅಭಿವೃದ್ಧಿ ಪ್ರಾಧಿಕಾರವು ಒಪ್ಪಿದ ಹಿನ್ನೆಲೆಯಲ್ಲಿ, ಸದರಿ ಮರುಪರಿಶೀಲನಾ ಅರ್ಜಿ ಸಂಖ್ಯೆ 135/2023 ಅನ್ನು ಘನ ಉಚ್ಚ ನ್ಯಾಯಾಲಯವು ಇತ್ಯರ್ಥಗೊಳಿಸಿರುತ್ತದೆ. [126, 889, 1454, 969]
page-label: ಪುಟ [96, 81, 126, 125]
